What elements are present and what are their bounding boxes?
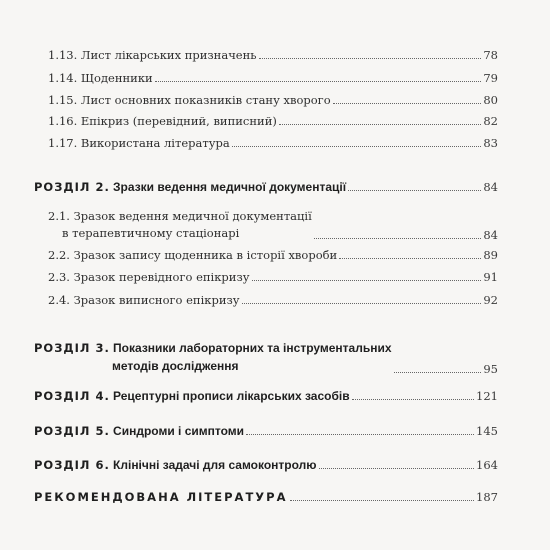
chapter-title-line1: Показники лабораторних та інструментальних <box>113 341 392 355</box>
chapter-number: РОЗДІЛ 5. <box>34 424 110 438</box>
toc-page-number: 145 <box>476 424 498 438</box>
toc-page-number: 82 <box>483 114 498 128</box>
dot-leader <box>252 280 482 281</box>
toc-page-number: 78 <box>483 48 498 62</box>
dot-leader <box>319 468 475 469</box>
toc-entry <box>48 248 498 262</box>
dot-leader <box>394 372 482 373</box>
toc-page-number: 84 <box>483 228 498 242</box>
toc-entry <box>48 48 498 62</box>
toc-entry-label: 1.13. Лист лікарських призначень <box>48 48 257 62</box>
toc-page-number: 80 <box>483 93 498 107</box>
toc-chapter-label <box>34 424 244 438</box>
toc-entry <box>48 293 498 307</box>
toc-entry-label: 1.17. Використана література <box>48 136 230 150</box>
chapter-number: РОЗДІЛ 3. <box>34 341 110 355</box>
toc-entry <box>48 71 498 85</box>
toc-entry-label: 1.14. Щоденники <box>48 71 153 85</box>
toc-entry <box>48 270 498 284</box>
toc-entry <box>48 93 498 107</box>
chapter-title: Синдроми і симптоми <box>113 424 245 438</box>
chapter-title: Рецептурні прописи лікарських засобів <box>113 389 350 403</box>
dot-leader <box>348 190 481 191</box>
toc-entry <box>48 114 498 128</box>
toc-references-entry <box>34 490 498 504</box>
dot-leader <box>232 146 482 147</box>
toc-chapter-entry <box>34 389 498 403</box>
toc-entry-label-line2: в терапевтичному стаціонарі <box>62 226 240 240</box>
dot-leader <box>246 434 474 435</box>
dot-leader <box>155 81 482 82</box>
toc-chapter-entry <box>34 180 498 194</box>
dot-leader <box>279 124 482 125</box>
dot-leader <box>339 258 481 259</box>
toc-page-number: 89 <box>483 248 498 262</box>
references-label: РЕКОМЕНДОВАНА ЛІТЕРАТУРА <box>34 490 288 504</box>
toc-entry <box>48 136 498 150</box>
toc-page-number: 164 <box>476 458 498 472</box>
chapter-title: Зразки ведення медичної документації <box>113 180 347 194</box>
toc-entry-label-line1: 2.1. Зразок ведення медичної документації <box>48 209 312 223</box>
chapter-number: РОЗДІЛ 2. <box>34 180 110 194</box>
dot-leader <box>352 399 474 400</box>
toc-page-number: 95 <box>483 362 498 376</box>
chapter-title-line2: методів дослідження <box>112 359 239 373</box>
toc-chapter-entry <box>34 340 498 376</box>
toc-entry-label: 2.3. Зразок перевідного епікризу <box>48 270 250 284</box>
toc-chapter-entry <box>34 424 498 438</box>
toc-page-number: 92 <box>483 293 498 307</box>
toc-entry-label: 2.2. Зразок запису щоденника в історії хвороби <box>48 248 338 262</box>
toc-chapter-label <box>34 180 346 194</box>
toc-page-number: 83 <box>483 136 498 150</box>
toc-chapter-label <box>34 340 392 376</box>
chapter-number: РОЗДІЛ 6. <box>34 458 110 472</box>
dot-leader <box>259 58 482 59</box>
toc-page-number: 187 <box>476 490 498 504</box>
toc-entry-label: 2.4. Зразок виписного епікризу <box>48 293 240 307</box>
dot-leader <box>314 238 482 239</box>
toc-page-number: 84 <box>483 180 498 194</box>
toc-page-number: 121 <box>476 389 498 403</box>
toc-entry-label <box>48 208 312 242</box>
dot-leader <box>333 103 482 104</box>
chapter-title: Клінічні задачі для самоконтролю <box>113 458 317 472</box>
toc-page-number: 91 <box>483 270 498 284</box>
toc-chapter-label <box>34 389 350 403</box>
toc-entry-label: 1.16. Епікриз (перевідний, виписний) <box>48 114 277 128</box>
toc-chapter-entry <box>34 458 498 472</box>
chapter-number: РОЗДІЛ 4. <box>34 389 110 403</box>
toc-entry <box>48 208 498 242</box>
dot-leader <box>242 303 482 304</box>
toc-page-number: 79 <box>483 71 498 85</box>
toc-entry-label: 1.15. Лист основних показників стану хворого <box>48 93 331 107</box>
toc-chapter-label <box>34 458 317 472</box>
dot-leader <box>290 500 475 501</box>
